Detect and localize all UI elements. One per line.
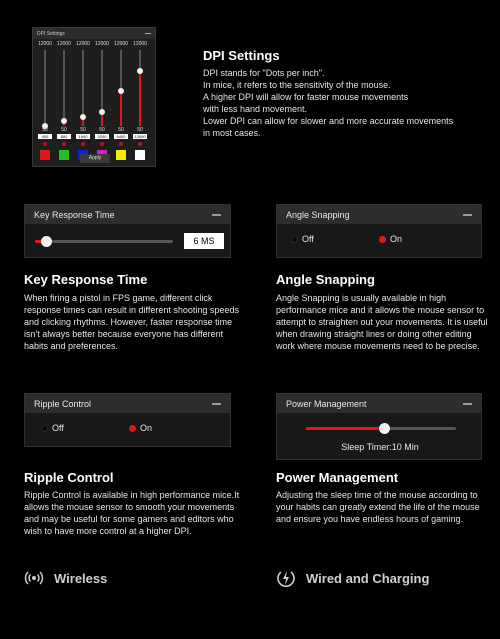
dpi-value-box[interactable]: 1600	[76, 134, 90, 139]
dpi-color-swatch[interactable]	[59, 150, 69, 160]
dpi-max-label: 12000	[133, 41, 147, 47]
key-response-panel	[24, 204, 231, 258]
dpi-min-label: 50	[42, 127, 48, 133]
dpi-column	[37, 41, 53, 139]
key-response-slider[interactable]	[35, 240, 173, 243]
key-response-panel-title: Key Response Time	[34, 209, 115, 220]
sleep-timer-slider[interactable]	[306, 427, 456, 430]
dpi-desc-line: A higher DPI will allow for faster mouse movements	[203, 92, 409, 102]
angle-snapping-on-label: On	[390, 234, 403, 244]
radio-off-icon	[291, 236, 298, 243]
dpi-description	[203, 67, 493, 139]
angle-snapping-off-radio[interactable]	[291, 234, 314, 244]
dpi-color-swatch[interactable]	[135, 150, 145, 160]
ripple-control-description: Ripple Control is available in high performance mice.It allows the mouse sensor to smooth your movements and may be useful for some gamers and editors who wish to have more control at a higher DPI.	[24, 490, 240, 536]
dpi-slider-knob[interactable]	[137, 68, 143, 74]
dpi-column	[94, 41, 110, 139]
ripple-off-radio[interactable]	[41, 423, 64, 433]
dpi-value-box[interactable]: 6400	[114, 134, 128, 139]
dpi-slider-knob[interactable]	[99, 109, 105, 115]
dpi-desc-line: In mice, it refers to the sensitivity of the mouse.	[203, 80, 391, 90]
dpi-max-label: 12000	[114, 41, 128, 47]
dpi-slider[interactable]	[44, 50, 46, 126]
sleep-timer-slider-fill	[306, 427, 384, 430]
wired-charging-label: Wired and Charging	[306, 570, 430, 586]
ripple-control-panel	[24, 393, 231, 447]
wireless-label: Wireless	[54, 570, 108, 586]
angle-snapping-heading: Angle Snapping	[276, 272, 375, 287]
dpi-value-box[interactable]: 12000	[134, 134, 146, 139]
dpi-value-box[interactable]: 3200	[95, 134, 109, 139]
sleep-timer-label: Sleep Timer:10 Min	[341, 442, 419, 452]
dpi-max-label: 12000	[76, 41, 90, 47]
dpi-select-dot[interactable]	[138, 142, 142, 146]
dpi-slider-fill	[139, 71, 141, 126]
dpi-min-label: 50	[118, 127, 124, 133]
dpi-heading: DPI Settings	[203, 48, 280, 63]
dpi-slider[interactable]	[139, 50, 141, 126]
radio-off-icon	[41, 425, 48, 432]
minimize-icon[interactable]	[145, 33, 151, 34]
dpi-max-label: 12000	[95, 41, 109, 47]
minimize-icon[interactable]	[212, 403, 221, 405]
charging-bolt-icon	[276, 568, 296, 588]
power-management-heading: Power Management	[276, 470, 399, 485]
key-response-panel-header	[25, 205, 230, 224]
dpi-slider[interactable]	[120, 50, 122, 126]
wireless-feature	[24, 570, 107, 586]
angle-snapping-panel-header	[277, 205, 481, 224]
radio-on-icon	[379, 236, 386, 243]
dpi-slider-fill	[120, 91, 122, 126]
dpi-column	[132, 41, 148, 139]
power-management-panel	[276, 393, 482, 460]
dpi-max-label: 12000	[57, 41, 71, 47]
dpi-slider[interactable]	[101, 50, 103, 126]
key-response-value: 6 MS	[184, 233, 224, 249]
angle-snapping-panel-title: Angle Snapping	[286, 209, 350, 220]
minimize-icon[interactable]	[463, 214, 472, 216]
key-response-description: When firing a pistol in FPS game, different click response times can result in different shooting speeds and clicking rhythms. However, faster response time isn't always better because everyone has different habits and preferences.	[24, 293, 239, 351]
dpi-min-label: 50	[61, 127, 67, 133]
key-response-heading: Key Response Time	[24, 272, 148, 287]
dpi-slider-knob[interactable]	[61, 118, 67, 124]
radio-on-icon	[129, 425, 136, 432]
dpi-panel-header	[33, 28, 155, 39]
dpi-select-dot[interactable]	[100, 142, 104, 146]
dpi-column	[113, 41, 129, 139]
key-response-slider-knob[interactable]	[41, 236, 52, 247]
dpi-column	[56, 41, 72, 139]
dpi-desc-line: Lower DPI can allow for slower and more accurate movements	[203, 116, 454, 126]
ripple-off-label: Off	[52, 423, 64, 433]
dpi-color-swatch[interactable]	[116, 150, 126, 160]
ripple-on-radio[interactable]	[129, 423, 152, 433]
dpi-column	[75, 41, 91, 139]
ripple-control-heading: Ripple Control	[24, 470, 114, 485]
dpi-slider[interactable]	[63, 50, 65, 126]
dpi-color-swatch[interactable]	[40, 150, 50, 160]
ripple-on-label: On	[140, 423, 153, 433]
ripple-control-panel-title: Ripple Control	[34, 398, 92, 409]
dpi-select-dot[interactable]	[119, 142, 123, 146]
dpi-desc-line: with less hand movement.	[203, 104, 308, 114]
power-management-description: Adjusting the sleep time of the mouse according to your habits can greatly extend the life of the mouse and ensure you have endless hours of gaming.	[276, 490, 480, 524]
dpi-max-label: 12000	[38, 41, 52, 47]
power-management-panel-header	[277, 394, 481, 413]
dpi-value-box[interactable]: 400	[38, 134, 52, 139]
dpi-settings-panel	[32, 27, 156, 167]
power-management-panel-title: Power Management	[286, 398, 367, 409]
dpi-min-label: 50	[99, 127, 105, 133]
angle-snapping-panel	[276, 204, 482, 258]
dpi-select-dot[interactable]	[81, 142, 85, 146]
dpi-desc-line: in most cases.	[203, 128, 261, 138]
dpi-value-box[interactable]: 800	[57, 134, 71, 139]
dpi-desc-line: DPI stands for "Dots per inch".	[203, 68, 325, 78]
dpi-panel-title: DPI Settings	[37, 30, 65, 37]
angle-snapping-off-label: Off	[302, 234, 314, 244]
apply-button[interactable]: Apply	[80, 154, 110, 163]
wireless-icon	[24, 570, 44, 586]
dpi-min-label: 50	[80, 127, 86, 133]
dpi-slider-knob[interactable]	[118, 88, 124, 94]
dpi-select-dot[interactable]	[43, 142, 47, 146]
dpi-slider[interactable]	[82, 50, 84, 126]
sleep-timer-slider-knob[interactable]	[379, 423, 390, 434]
dpi-select-dot[interactable]	[62, 142, 66, 146]
angle-snapping-on-radio[interactable]	[379, 234, 402, 244]
angle-snapping-description: Angle Snapping is usually available in high performance mice and it allows the mouse sensor to attempt to straighten out your movements. It is useful when drawing straight lines or doing other editing work where mouse movements need to be precise.	[276, 293, 488, 351]
minimize-icon[interactable]	[212, 214, 221, 216]
minimize-icon[interactable]	[463, 403, 472, 405]
ripple-control-panel-header	[25, 394, 230, 413]
dpi-min-label: 50	[137, 127, 143, 133]
wired-charging-feature	[276, 568, 429, 588]
dpi-slider-knob[interactable]	[80, 114, 86, 120]
